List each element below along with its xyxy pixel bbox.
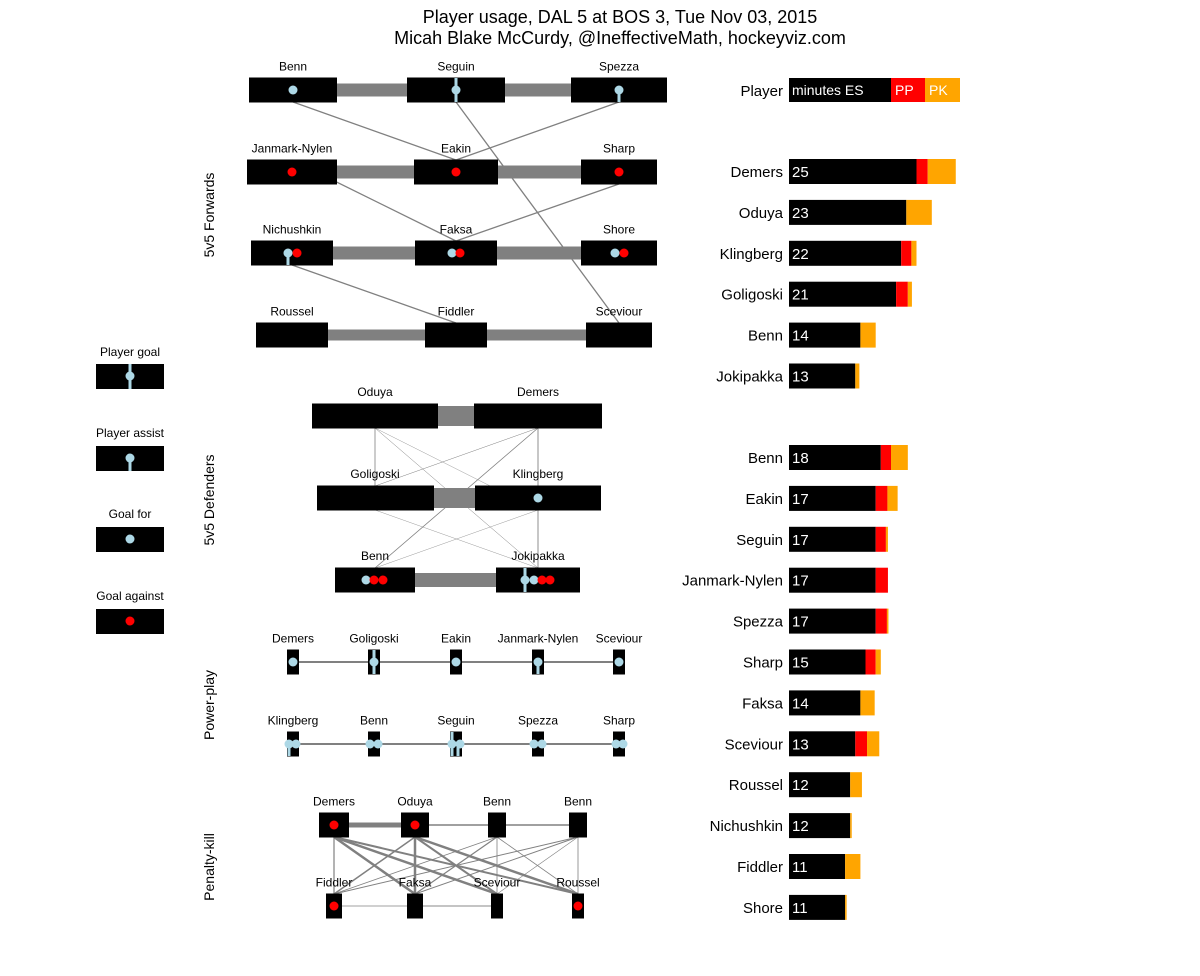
penaltykill-network [313, 795, 600, 919]
powerplay-node-sceviour-label: Sceviour [595, 631, 643, 646]
forward-node-sceviour-box [586, 323, 652, 348]
powerplay-goal-for-dot [292, 740, 301, 749]
usage-bars [682, 159, 956, 920]
bar-forwards-shore-pk [845, 895, 847, 920]
bar-forwards-sceviour-name: Sceviour [724, 736, 783, 754]
powerplay-node-klingberg-label: Klingberg [267, 713, 319, 728]
penaltykill-node-fiddler-label: Fiddler [315, 875, 353, 890]
forward-goal-for-dot [448, 249, 457, 258]
forward-goal-against-dot [288, 168, 297, 177]
bar-forwards-sceviour-pk [867, 731, 879, 756]
penaltykill-node-sceviour-box [491, 894, 503, 919]
forward-goal-against-dot [456, 249, 465, 258]
bar-defenders-demers-name: Demers [730, 164, 783, 181]
defender-goal-against-dot [538, 576, 547, 585]
defender-goal-for-dot [530, 576, 539, 585]
forward-goal-for-dot [284, 249, 293, 258]
penaltykill-goal-against-dot [574, 902, 583, 911]
bar-header-pp: PP [895, 82, 914, 98]
bar-defenders-goligoski-value: 21 [792, 286, 809, 304]
bar-forwards-faksa-pk [860, 690, 874, 715]
forward-node-roussel-box [256, 323, 328, 348]
forward-node-sharp-label: Sharp [602, 141, 636, 156]
section-label-penaltykill: Penalty-kill [201, 833, 217, 901]
bar-forwards-roussel-value: 12 [792, 777, 809, 795]
defender-node-oduya-label: Oduya [357, 385, 393, 399]
legend-assist-dot [126, 454, 135, 463]
bar-forwards-faksa-value: 14 [792, 695, 809, 713]
legend-label-goal-against: Goal against [96, 589, 164, 603]
powerplay-goal-for-dot [370, 658, 379, 667]
powerplay-goal-for-dot [452, 658, 461, 667]
penaltykill-node-faksa-label: Faksa [398, 875, 432, 890]
powerplay-node-janmark-nylen-label: Janmark-Nylen [497, 631, 579, 646]
bar-forwards-eakin-pk [887, 486, 897, 511]
penaltykill-node-faksa-box [407, 894, 423, 919]
bar-forwards-roussel-pk [850, 772, 862, 797]
bar-forwards-janmark-nylen-value: 17 [792, 572, 809, 590]
powerplay-goal-for-dot [530, 740, 539, 749]
forward-node-fiddler-label: Fiddler [437, 304, 475, 319]
bar-forwards-shore-name: Shore [742, 899, 783, 917]
bar-defenders-klingberg-value: 22 [792, 245, 809, 263]
bar-forwards-benn-pp [881, 445, 891, 470]
bar-defenders-klingberg-pk [911, 241, 916, 266]
forward-node-nichushkin-label: Nichushkin [262, 222, 322, 237]
powerplay-goal-for-dot [366, 740, 375, 749]
bar-forwards-spezza-pp [876, 609, 887, 634]
forward-goal-against-dot [615, 168, 624, 177]
bar-forwards-spezza-pk [887, 609, 889, 634]
bar-forwards-benn-pk [891, 445, 908, 470]
legend-goal-dot [126, 372, 135, 381]
bar-header-pk: PK [929, 82, 948, 98]
legend [96, 345, 165, 634]
forward-goal-for-dot [289, 86, 298, 95]
forward-node-spezza-label: Spezza [598, 59, 640, 74]
forward-goal-against-dot [620, 249, 629, 258]
bar-forwards-sceviour-value: 13 [792, 736, 809, 754]
bar-forwards-spezza-value: 17 [792, 613, 809, 631]
bar-defenders-demers-value: 25 [792, 164, 809, 181]
powerplay-node-eakin-label: Eakin [440, 631, 472, 646]
powerplay-goal-for-dot [374, 740, 383, 749]
forward-node-faksa-label: Faksa [439, 222, 473, 237]
bar-forwards-nichushkin-pk [850, 813, 852, 838]
defender-node-goligoski-label: Goligoski [350, 467, 400, 481]
powerplay-node-goligoski-label: Goligoski [349, 631, 399, 646]
penaltykill-node-oduya-label: Oduya [397, 794, 433, 809]
bar-defenders-benn-value: 14 [792, 327, 809, 345]
forward-cross-link [456, 184, 619, 241]
bar-forwards-eakin-pp [876, 486, 888, 511]
forward-node-fiddler-box [425, 323, 487, 348]
bar-defenders-goligoski-name: Goligoski [721, 286, 783, 304]
legend-label-player-assist: Player assist [95, 426, 165, 440]
defender-node-goligoski-box [317, 486, 434, 511]
bar-forwards-spezza-name: Spezza [732, 613, 783, 631]
defender-node-oduya-box [312, 404, 438, 429]
powerplay-goal-for-dot [448, 740, 457, 749]
defender-goal-for-dot [362, 576, 371, 585]
bar-defenders-oduya-name: Oduya [738, 204, 783, 222]
bar-forwards-janmark-nylen-name: Janmark-Nylen [682, 572, 783, 590]
defender-goal-against-dot [379, 576, 388, 585]
penaltykill-node-benn-label: Benn [482, 794, 512, 809]
defender-goal-for-dot [534, 494, 543, 503]
powerplay-node-benn-label: Benn [359, 713, 389, 728]
chart-subtitle: Micah Blake McCurdy, @IneffectiveMath, hockeyviz.com [394, 28, 846, 48]
bar-forwards-nichushkin-name: Nichushkin [709, 818, 783, 836]
forward-node-shore-label: Shore [602, 222, 636, 237]
forward-links [292, 90, 619, 335]
powerplay-node-sharp-label: Sharp [602, 713, 636, 728]
bar-header [740, 78, 960, 102]
forward-goal-against-dot [293, 249, 302, 258]
bar-forwards-sharp-pp [866, 650, 876, 675]
bar-defenders-oduya-value: 23 [792, 204, 809, 222]
bar-defenders-demers-pk [928, 159, 956, 184]
bar-defenders-oduya-pk [906, 200, 932, 225]
defender-node-jokipakka-label: Jokipakka [511, 549, 565, 563]
bar-forwards-seguin-pk [886, 527, 888, 552]
powerplay-goal-for-dot [538, 740, 547, 749]
forward-cross-link [456, 102, 619, 160]
legend-label-player-goal: Player goal [99, 345, 161, 359]
bar-forwards-fiddler-name: Fiddler [737, 859, 783, 876]
bar-forwards-shore-value: 11 [792, 899, 808, 917]
defender-goal-against-dot [370, 576, 379, 585]
defender-node-demers-label: Demers [516, 385, 560, 399]
bar-forwards-benn-value: 18 [792, 450, 809, 467]
forward-goal-for-dot [452, 86, 461, 95]
bar-forwards-seguin-pp [876, 527, 886, 552]
bar-defenders-goligoski-pp [896, 282, 908, 307]
bar-defenders-klingberg-pp [901, 241, 911, 266]
bar-forwards-faksa-name: Faksa [742, 695, 783, 713]
section-label-forwards: 5v5 Forwards [201, 172, 217, 258]
forward-goal-for-dot [615, 86, 624, 95]
defender-node-benn-label: Benn [360, 549, 390, 563]
bar-defenders-benn-pk [860, 323, 875, 348]
powerplay-goal-for-dot [615, 658, 624, 667]
section-label-powerplay: Power-play [201, 669, 217, 741]
defender-node-klingberg-label: Klingberg [512, 467, 564, 481]
bar-forwards-janmark-nylen-pp [876, 568, 888, 593]
forward-node-sceviour-label: Sceviour [595, 304, 643, 319]
powerplay-node-demers-label: Demers [271, 631, 315, 646]
defender-node-demers-box [474, 404, 602, 429]
bar-forwards-benn-name: Benn [747, 450, 783, 467]
defender-goal-against-dot [546, 576, 555, 585]
bar-forwards-sceviour-pp [855, 731, 867, 756]
legend-goal-against-dot [126, 617, 135, 626]
bar-defenders-demers-pp [917, 159, 928, 184]
bar-defenders-jokipakka-name: Jokipakka [716, 368, 783, 386]
penaltykill-node-benn-box [569, 813, 587, 838]
forward-node-janmark-nylen-label: Janmark-Nylen [251, 141, 333, 156]
bar-forwards-sharp-name: Sharp [742, 654, 783, 672]
powerplay-node-spezza-label: Spezza [517, 713, 559, 728]
penaltykill-node-roussel-label: Roussel [556, 875, 600, 890]
penaltykill-goal-against-dot [330, 902, 339, 911]
penaltykill-node-benn-label: Benn [563, 794, 593, 809]
bar-defenders-jokipakka-value: 13 [792, 368, 809, 386]
bar-forwards-eakin-value: 17 [792, 490, 809, 508]
forward-node-seguin-label: Seguin [437, 59, 475, 74]
penaltykill-node-demers-label: Demers [312, 794, 356, 809]
bar-forwards-fiddler-value: 11 [792, 859, 808, 876]
bar-forwards-eakin-name: Eakin [745, 490, 783, 508]
bar-defenders-goligoski-pk [908, 282, 912, 307]
forward-node-benn-label: Benn [278, 59, 308, 74]
forward-node-roussel-label: Roussel [270, 304, 314, 319]
penaltykill-node-benn-box [488, 813, 506, 838]
penaltykill-node-sceviour-label: Sceviour [473, 875, 521, 890]
legend-label-goal-for: Goal for [108, 507, 152, 521]
forward-goal-for-dot [611, 249, 620, 258]
section-label-defenders: 5v5 Defenders [201, 454, 217, 546]
forward-cross-link [292, 265, 456, 323]
bar-forwards-fiddler-pk [845, 854, 860, 879]
powerplay-goal-for-dot [619, 740, 628, 749]
bar-forwards-seguin-value: 17 [792, 531, 809, 549]
powerplay-node-seguin-label: Seguin [437, 713, 475, 728]
powerplay-network [268, 632, 643, 757]
bar-forwards-sharp-value: 15 [792, 654, 809, 672]
powerplay-goal-for-dot [289, 658, 298, 667]
bar-forwards-sharp-pk [876, 650, 881, 675]
forward-goal-against-dot [452, 168, 461, 177]
legend-goal-for-dot [126, 535, 135, 544]
powerplay-goal-for-dot [534, 658, 543, 667]
bar-header-es: minutes ES [792, 82, 864, 98]
bar-forwards-nichushkin-value: 12 [792, 818, 809, 836]
bar-defenders-benn-name: Benn [747, 327, 783, 345]
powerplay-goal-for-dot [456, 740, 465, 749]
penaltykill-goal-against-dot [330, 821, 339, 830]
bar-forwards-seguin-name: Seguin [736, 531, 783, 549]
bar-defenders-klingberg-name: Klingberg [719, 245, 783, 263]
bar-forwards-roussel-name: Roussel [728, 777, 783, 795]
forward-node-eakin-label: Eakin [440, 141, 472, 156]
chart-title: Player usage, DAL 5 at BOS 3, Tue Nov 03, 2015 [422, 7, 818, 27]
defender-goal-for-dot [521, 576, 530, 585]
penaltykill-goal-against-dot [411, 821, 420, 830]
defender-network [312, 385, 602, 593]
bar-header-player: Player [740, 83, 783, 100]
bar-defenders-jokipakka-pk [855, 364, 859, 389]
